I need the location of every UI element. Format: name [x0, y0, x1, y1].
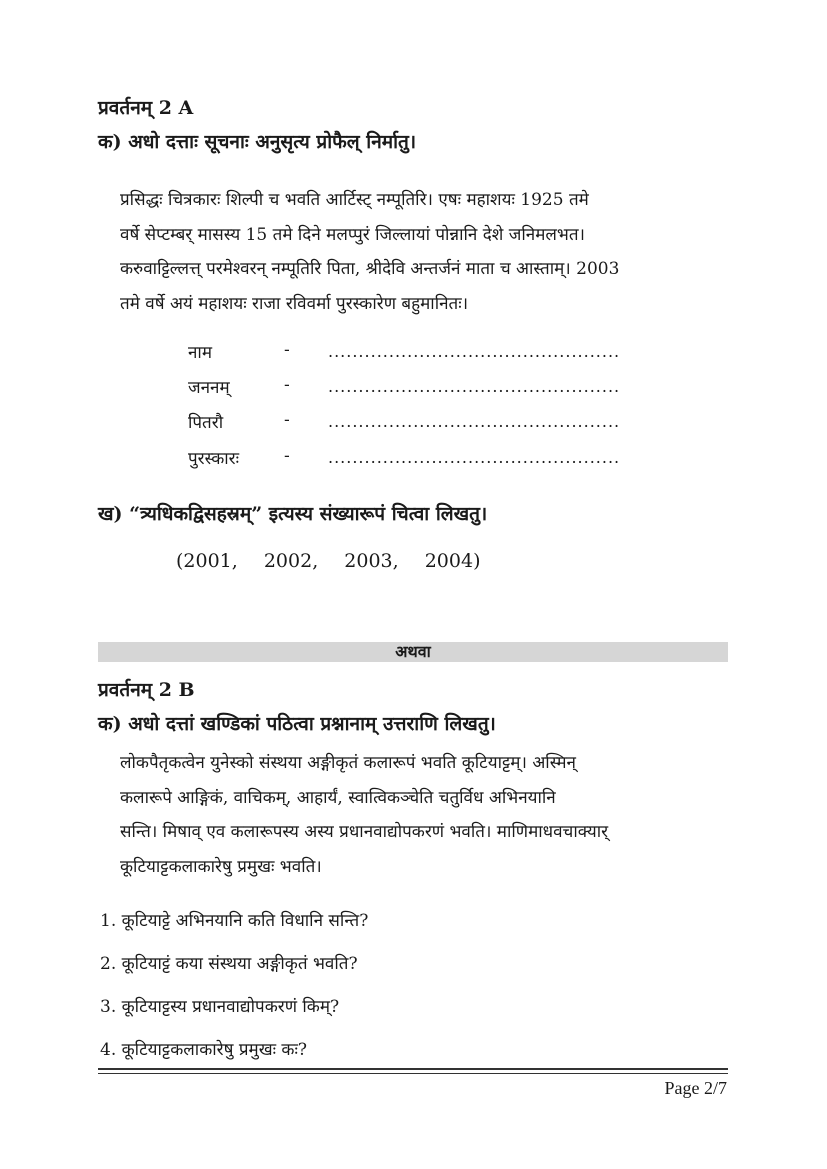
passage-b: [120, 746, 720, 884]
field-label-award: पुरस्कारः: [188, 449, 240, 469]
field-dash: -: [284, 375, 290, 395]
passage-b-line: कूटियाट्टकलाकारेषु प्रमुखः भवति।: [120, 856, 322, 877]
field-label-parents: पितरौ: [188, 413, 224, 433]
question-2: 2. कूटियाट्टं कया संस्थया अङ्गीकृतं भवति?: [100, 954, 358, 974]
field-blank-birth: ................................................: [328, 377, 621, 396]
footer-rule-thin: [98, 1073, 728, 1074]
question-1: 1. कूटियाट्टे अभिनयानि कति विधानि सन्ति?: [100, 911, 369, 931]
question-ka-b: क) अधो दत्तां खण्डिकां पठित्वा प्रश्नानाम् उत्तराणि लिखतु।: [98, 713, 496, 735]
or-separator: [98, 642, 728, 662]
question-ka-a: क) अधो दत्ताः सूचनाः अनुसृत्य प्रोफैल् निर्मातु।: [98, 131, 417, 153]
or-separator-label: अथवा: [395, 642, 431, 661]
passage-a-line: प्रसिद्धः चित्रकारः शिल्पी च भवति आर्टिस्ट् नम्पूतिरि। एषः महाशयः 1925 तमे: [120, 190, 589, 210]
field-label-name: नाम: [188, 343, 213, 363]
passage-a-line: तमे वर्षे अयं महाशयः राजा रविवर्मा पुरस्कारेण बहुमानितः।: [120, 293, 469, 314]
field-blank-award: ................................................: [328, 448, 621, 467]
field-label-birth: जननम्: [188, 378, 230, 398]
passage-a-line: वर्षे सेप्टम्बर् मासस्य 15 तमे दिने मलप्पुरं जिल्लायां पोन्नानि देशे जनिमलभत।: [120, 224, 585, 245]
question-4: 4. कूटियाट्टकलाकारेषु प्रमुखः कः?: [100, 1040, 308, 1060]
field-blank-parents: ................................................: [328, 412, 621, 431]
field-dash: -: [284, 340, 290, 360]
passage-b-line: सन्ति। मिषाव् एव कलारूपस्य अस्य प्रधानवाद्योपकरणं भवति। माणिमाधवचाक्यार्: [120, 822, 609, 842]
passage-b-line: लोकपैतृकत्वेन युनेस्को संस्थया अङ्गीकृतं कलारूपं भवति कूटियाट्टम्। अस्मिन्: [120, 753, 576, 773]
page-number: Page 2/7: [664, 1078, 727, 1098]
question-3: 3. कूटियाट्टस्य प्रधानवाद्योपकरणं किम्?: [100, 997, 340, 1017]
field-dash: -: [284, 410, 290, 430]
number-choices: (2001, 2002, 2003, 2004): [176, 550, 481, 572]
passage-a-line: करुवाट्टिल्लत्त् परमेश्वरन् नम्पूतिरि पिता, श्रीदेवि अन्तर्जनं माता च आस्ताम्। 2003: [120, 259, 620, 279]
field-dash: -: [284, 446, 290, 466]
passage-a: [120, 183, 720, 321]
field-blank-name: ................................................: [328, 342, 621, 361]
section-a-title: प्रवर्तनम् 2 A: [98, 97, 194, 119]
footer-rule-thick: [98, 1068, 728, 1070]
section-b-title: प्रवर्तनम् 2 B: [98, 679, 195, 701]
question-kha-a: ख) “त्र्यधिकद्विसहस्रम्” इत्यस्य संख्यारूपं चित्वा लिखतु।: [98, 503, 488, 525]
passage-b-line: कलारूपे आङ्गिकं, वाचिकम्, आहार्यं, स्वात्विकञ्चेति चतुर्विध अभिनयानि: [120, 787, 556, 808]
